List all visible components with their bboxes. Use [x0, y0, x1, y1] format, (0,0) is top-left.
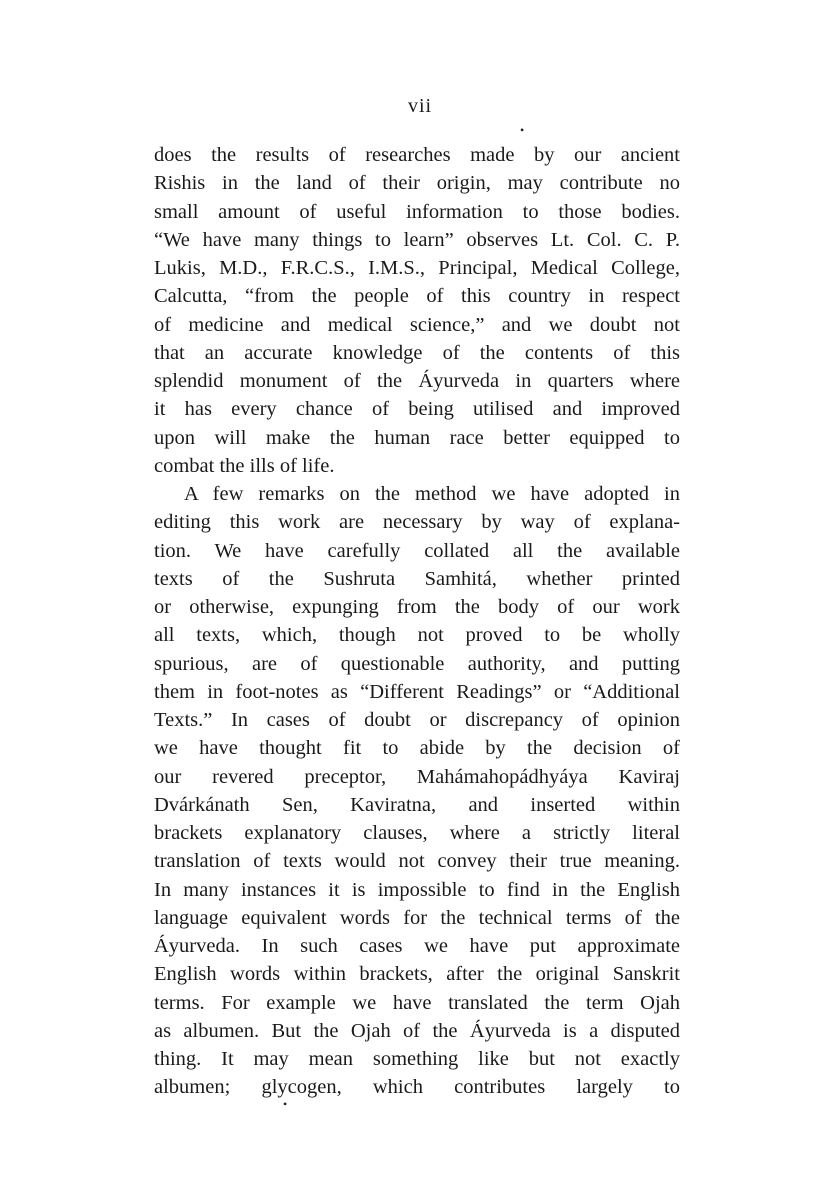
- text-line: upon will make the human race better equipped to: [154, 426, 680, 449]
- text-line: translation of texts would not convey their true meaning.: [154, 850, 680, 873]
- text-line: language equivalent words for the technical terms of the: [154, 906, 680, 929]
- body-text: [154, 141, 680, 1102]
- text-line: albumen; glycogen, which contributes largely to: [154, 1076, 680, 1099]
- text-line: texts of the Sushruta Samhitá, whether printed: [154, 567, 680, 590]
- text-line: In many instances it is impossible to find in the English: [154, 878, 680, 901]
- text-line: terms. For example we have translated the term Ojah: [154, 991, 680, 1014]
- text-line: thing. It may mean something like but not exactly: [154, 1048, 680, 1070]
- text-line: splendid monument of the Áyurveda in quarters where: [154, 370, 680, 392]
- scan-speck: •: [283, 1097, 288, 1111]
- page-number: vii: [407, 95, 433, 117]
- text-line: that an accurate knowledge of the contents of this: [154, 341, 680, 364]
- text-line: combat the ills of life.: [154, 454, 335, 477]
- text-line: Texts.” In cases of doubt or discrepancy of opinion: [154, 709, 680, 731]
- text-line: as albumen. But the Ojah of the Áyurveda is a disputed: [154, 1019, 680, 1042]
- text-line: Calcutta, “from the people of this country in respect: [154, 285, 680, 308]
- text-line: does the results of researches made by our ancient: [154, 144, 680, 166]
- text-line: them in foot-notes as “Different Readings” or “Additional: [154, 680, 680, 703]
- text-line: brackets explanatory clauses, where a strictly literal: [154, 822, 680, 844]
- text-line: small amount of useful information to those bodies.: [154, 200, 680, 223]
- text-line: Áyurveda. In such cases we have put approximate: [154, 935, 680, 957]
- text-line: Rishis in the land of their origin, may contribute no: [154, 172, 680, 195]
- paragraph-2: [154, 480, 680, 1102]
- text-line: English words within brackets, after the original Sanskrit: [154, 963, 680, 986]
- text-line: all texts, which, though not proved to be wholly: [154, 624, 680, 647]
- text-line: spurious, are of questionable authority, and putting: [154, 652, 680, 675]
- text-line: editing this work are necessary by way of explana-: [154, 511, 680, 534]
- text-line: A few remarks on the method we have adopted in: [184, 483, 680, 505]
- text-line: “We have many things to learn” observes Lt. Col. C. P.: [154, 228, 680, 251]
- text-line: Dvárkánath Sen, Kaviratna, and inserted within: [154, 793, 680, 816]
- text-line: our revered preceptor, Mahámahopádhyáya Kaviraj: [154, 765, 680, 788]
- text-line: Lukis, M.D., F.R.C.S., I.M.S., Principal, Medical College,: [154, 257, 680, 279]
- text-line: or otherwise, expunging from the body of our work: [154, 596, 680, 618]
- paragraph-1: [154, 141, 680, 480]
- text-line: of medicine and medical science,” and we doubt not: [154, 313, 680, 336]
- text-line: tion. We have carefully collated all the available: [154, 539, 680, 562]
- text-line: we have thought fit to abide by the decision of: [154, 737, 680, 760]
- text-line: it has every chance of being utilised and improved: [154, 398, 680, 421]
- scan-speck: •: [520, 123, 525, 137]
